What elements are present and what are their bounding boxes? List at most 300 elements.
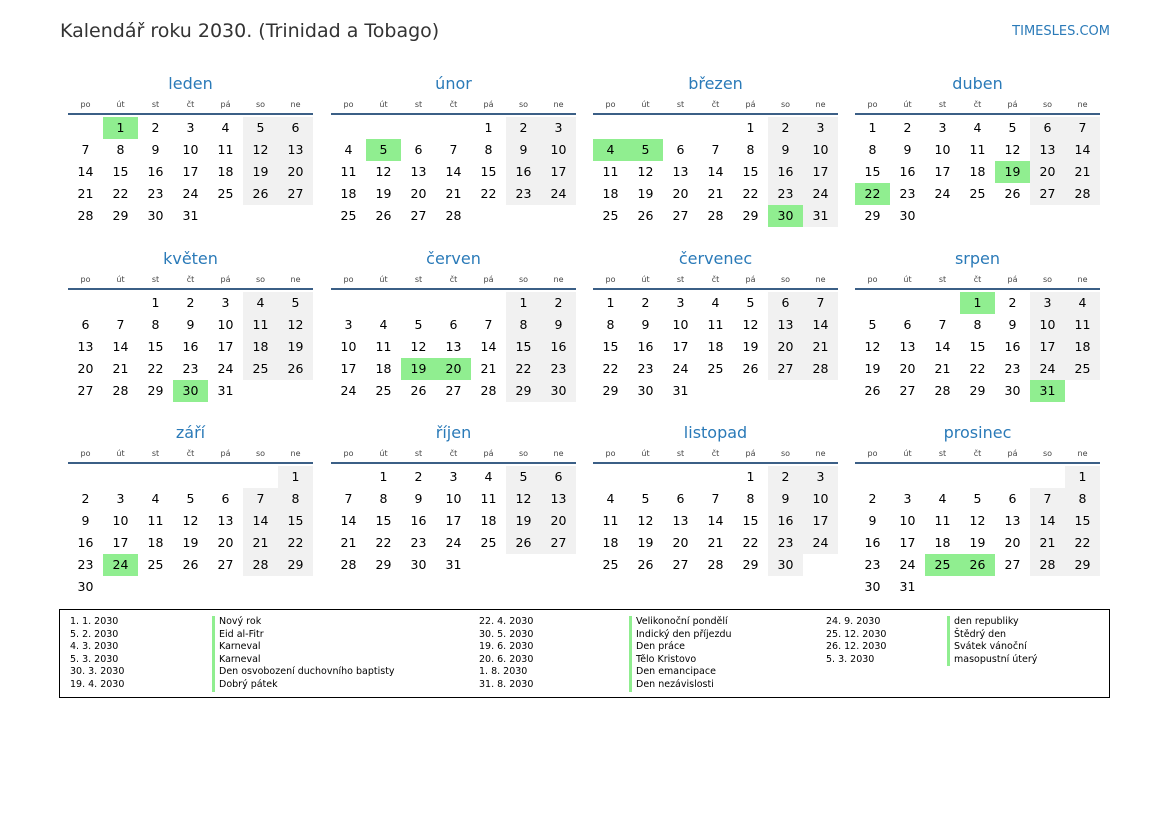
weekday-label: pá xyxy=(483,448,494,458)
weekday-label: čt xyxy=(186,274,195,284)
legend-date: 5. 2. 2030 xyxy=(70,628,119,640)
day-cell: 10 xyxy=(803,488,838,510)
month-11 xyxy=(593,422,838,576)
day-cell: 16 xyxy=(768,161,803,183)
day-cell: 21 xyxy=(77,186,94,201)
day-cell: 4 xyxy=(221,120,230,135)
empty-cell xyxy=(960,205,995,227)
week-row xyxy=(593,292,838,314)
day-cell: 29 xyxy=(969,383,986,398)
empty-cell xyxy=(698,466,733,488)
empty-cell xyxy=(471,292,506,314)
month-name: červen xyxy=(426,249,481,268)
day-cell: 20 xyxy=(77,361,94,376)
empty-cell xyxy=(1030,576,1065,598)
holiday-day: 19 xyxy=(995,161,1030,183)
legend-date: 1. 8. 2030 xyxy=(479,666,528,678)
weekday-label: út xyxy=(903,448,912,458)
day-cell: 17 xyxy=(112,535,129,550)
month-name: květen xyxy=(163,249,218,268)
day-cell: 16 xyxy=(864,535,881,550)
weekday-label: út xyxy=(379,274,388,284)
month-name: srpen xyxy=(954,249,1001,268)
day-cell: 25 xyxy=(1065,358,1100,380)
month-5 xyxy=(68,248,313,402)
empty-cell xyxy=(331,292,366,314)
empty-cell xyxy=(278,380,313,402)
week-row xyxy=(855,358,1100,380)
week-row xyxy=(68,139,313,161)
empty-cell xyxy=(925,292,960,314)
day-cell: 25 xyxy=(602,208,619,223)
day-cell: 28 xyxy=(480,383,497,398)
legend-date: 22. 4. 2030 xyxy=(479,616,534,627)
weekday-label: po xyxy=(867,274,878,284)
weekday-header xyxy=(855,444,1100,464)
day-cell: 12 xyxy=(182,513,199,528)
day-cell: 7 xyxy=(803,292,838,314)
day-cell: 18 xyxy=(217,164,234,179)
day-cell: 3 xyxy=(803,466,838,488)
weekday-label: st xyxy=(151,274,160,284)
week-row xyxy=(68,380,313,402)
day-cell: 23 xyxy=(1004,361,1021,376)
day-cell: 11 xyxy=(1065,314,1100,336)
weekday-label: pá xyxy=(220,448,231,458)
weekday-label: so xyxy=(518,448,529,458)
legend-date: 5. 3. 2030 xyxy=(826,653,875,665)
week-row xyxy=(331,532,576,554)
day-cell: 10 xyxy=(340,339,357,354)
legend-holiday-name: Dobrý pátek xyxy=(212,679,395,692)
weekday-label: pá xyxy=(1007,99,1018,109)
week-row xyxy=(68,117,313,139)
day-cell: 18 xyxy=(340,186,357,201)
week-row xyxy=(68,205,313,227)
day-cell: 2 xyxy=(541,292,576,314)
day-cell: 24 xyxy=(672,361,689,376)
empty-cell xyxy=(278,205,313,227)
day-cell: 21 xyxy=(1065,161,1100,183)
day-cell: 12 xyxy=(637,164,654,179)
week-row xyxy=(331,314,576,336)
holiday-day: 20 xyxy=(436,358,471,380)
month-name: leden xyxy=(168,74,213,93)
day-cell: 21 xyxy=(803,336,838,358)
week-row xyxy=(593,510,838,532)
day-cell: 28 xyxy=(243,554,278,576)
day-cell: 29 xyxy=(742,557,759,572)
weekday-label: út xyxy=(641,274,650,284)
day-cell: 4 xyxy=(711,295,720,310)
day-cell: 10 xyxy=(672,317,689,332)
day-cell: 20 xyxy=(1004,535,1021,550)
day-cell: 7 xyxy=(1065,117,1100,139)
week-row xyxy=(331,466,576,488)
holiday-day: 4 xyxy=(593,139,628,161)
day-cell: 10 xyxy=(182,142,199,157)
day-cell: 7 xyxy=(449,142,458,157)
month-name: září xyxy=(175,423,206,442)
weekday-label: út xyxy=(641,99,650,109)
month-name: březen xyxy=(688,74,743,93)
day-cell: 17 xyxy=(445,513,462,528)
legend-date: 1. 1. 2030 xyxy=(70,616,119,627)
day-cell: 17 xyxy=(803,510,838,532)
day-cell: 18 xyxy=(969,164,986,179)
day-cell: 3 xyxy=(676,295,685,310)
day-cell: 31 xyxy=(672,383,689,398)
weekday-label: so xyxy=(780,274,791,284)
day-cell: 20 xyxy=(410,186,427,201)
day-cell: 22 xyxy=(969,361,986,376)
week-row xyxy=(68,532,313,554)
weekday-label: ne xyxy=(1077,99,1088,109)
day-cell: 29 xyxy=(864,208,881,223)
day-cell: 14 xyxy=(112,339,129,354)
week-row xyxy=(855,380,1100,402)
day-cell: 8 xyxy=(484,142,493,157)
empty-cell xyxy=(68,117,103,139)
weekday-label: st xyxy=(938,274,947,284)
day-cell: 27 xyxy=(445,383,462,398)
day-cell: 18 xyxy=(243,336,278,358)
weekday-label: po xyxy=(343,274,354,284)
weekday-label: pá xyxy=(745,274,756,284)
weekday-label: ne xyxy=(815,448,826,458)
holiday-day: 1 xyxy=(103,117,138,139)
day-cell: 12 xyxy=(864,339,881,354)
day-cell: 6 xyxy=(449,317,458,332)
week-row xyxy=(855,161,1100,183)
day-cell: 11 xyxy=(969,142,986,157)
day-cell: 28 xyxy=(707,208,724,223)
day-cell: 27 xyxy=(899,383,916,398)
month-name: říjen xyxy=(435,423,472,442)
week-row xyxy=(593,554,838,576)
day-cell: 2 xyxy=(868,491,877,506)
weekday-label: st xyxy=(414,448,423,458)
day-cell: 30 xyxy=(147,208,164,223)
day-cell: 1 xyxy=(746,120,755,135)
weekday-header xyxy=(593,444,838,464)
empty-cell xyxy=(331,466,366,488)
weekday-label: ne xyxy=(290,99,301,109)
day-cell: 1 xyxy=(606,295,615,310)
day-cell: 3 xyxy=(903,491,912,506)
weekday-label: čt xyxy=(973,448,982,458)
weekday-label: st xyxy=(676,448,685,458)
weekday-header xyxy=(331,95,576,115)
week-row xyxy=(68,488,313,510)
day-cell: 29 xyxy=(602,383,619,398)
day-cell: 27 xyxy=(541,532,576,554)
day-cell: 20 xyxy=(278,161,313,183)
day-cell: 26 xyxy=(1004,186,1021,201)
day-cell: 21 xyxy=(112,361,129,376)
day-cell: 26 xyxy=(410,383,427,398)
day-cell: 29 xyxy=(1065,554,1100,576)
day-cell: 10 xyxy=(1030,314,1065,336)
day-cell: 2 xyxy=(81,491,90,506)
empty-cell xyxy=(506,554,541,576)
holiday-legend xyxy=(59,609,1110,698)
day-cell: 25 xyxy=(340,208,357,223)
day-cell: 27 xyxy=(672,208,689,223)
week-row xyxy=(593,380,838,402)
weekday-header xyxy=(593,270,838,290)
week-row xyxy=(331,358,576,380)
weekday-label: so xyxy=(1042,448,1053,458)
day-cell: 16 xyxy=(182,339,199,354)
day-cell: 14 xyxy=(707,513,724,528)
day-cell: 17 xyxy=(217,339,234,354)
day-cell: 11 xyxy=(217,142,234,157)
legend-date: 24. 9. 2030 xyxy=(826,616,881,627)
weekday-label: so xyxy=(1042,274,1053,284)
day-cell: 19 xyxy=(182,535,199,550)
weekday-label: po xyxy=(80,99,91,109)
week-row xyxy=(855,205,1100,227)
weekday-label: st xyxy=(676,274,685,284)
day-cell: 14 xyxy=(934,339,951,354)
empty-cell xyxy=(925,576,960,598)
day-cell: 19 xyxy=(506,510,541,532)
empty-cell xyxy=(855,292,890,314)
weekday-label: ne xyxy=(815,274,826,284)
day-cell: 9 xyxy=(414,491,423,506)
day-cell: 25 xyxy=(217,186,234,201)
day-cell: 9 xyxy=(506,139,541,161)
day-cell: 5 xyxy=(278,292,313,314)
day-cell: 24 xyxy=(541,183,576,205)
weekday-label: ne xyxy=(553,274,564,284)
holiday-day: 5 xyxy=(366,139,401,161)
weekday-header xyxy=(68,95,313,115)
month-name: listopad xyxy=(683,423,748,442)
weekday-label: út xyxy=(379,448,388,458)
day-cell: 17 xyxy=(1030,336,1065,358)
day-cell: 8 xyxy=(868,142,877,157)
weekday-label: čt xyxy=(973,274,982,284)
day-cell: 25 xyxy=(707,361,724,376)
day-cell: 17 xyxy=(899,535,916,550)
holiday-day: 31 xyxy=(1030,380,1065,402)
legend-holiday-name: Velikonoční pondělí xyxy=(629,616,732,629)
day-cell: 24 xyxy=(217,361,234,376)
day-cell: 13 xyxy=(445,339,462,354)
day-cell: 10 xyxy=(112,513,129,528)
legend-date: 31. 8. 2030 xyxy=(479,678,534,690)
empty-cell xyxy=(628,117,663,139)
weekday-label: pá xyxy=(1007,448,1018,458)
weekday-label: út xyxy=(116,274,125,284)
empty-cell xyxy=(541,554,576,576)
empty-cell xyxy=(1065,205,1100,227)
legend-holiday-name: Den osvobození duchovního baptisty xyxy=(212,666,395,679)
day-cell: 1 xyxy=(484,120,493,135)
day-cell: 2 xyxy=(151,120,160,135)
week-row xyxy=(68,161,313,183)
weekday-label: st xyxy=(151,448,160,458)
day-cell: 27 xyxy=(77,383,94,398)
weekday-label: ne xyxy=(290,274,301,284)
day-cell: 28 xyxy=(112,383,129,398)
day-cell: 30 xyxy=(864,579,881,594)
empty-cell xyxy=(138,466,173,488)
day-cell: 10 xyxy=(445,491,462,506)
day-cell: 1 xyxy=(868,120,877,135)
day-cell: 22 xyxy=(742,186,759,201)
day-cell: 18 xyxy=(602,535,619,550)
day-cell: 28 xyxy=(707,557,724,572)
day-cell: 3 xyxy=(938,120,947,135)
weekday-label: so xyxy=(518,99,529,109)
weekday-label: út xyxy=(903,99,912,109)
week-row xyxy=(68,554,313,576)
legend-date: 25. 12. 2030 xyxy=(826,628,887,640)
weekday-label: po xyxy=(867,99,878,109)
day-cell: 28 xyxy=(803,358,838,380)
weekday-label: ne xyxy=(1077,448,1088,458)
day-cell: 5 xyxy=(243,117,278,139)
day-cell: 23 xyxy=(864,557,881,572)
day-cell: 25 xyxy=(602,557,619,572)
day-cell: 24 xyxy=(182,186,199,201)
day-cell: 16 xyxy=(506,161,541,183)
day-cell: 2 xyxy=(1008,295,1017,310)
day-cell: 30 xyxy=(1004,383,1021,398)
weekday-label: po xyxy=(605,274,616,284)
week-row xyxy=(68,314,313,336)
weekday-label: st xyxy=(938,448,947,458)
empty-cell xyxy=(698,117,733,139)
week-row xyxy=(68,292,313,314)
day-cell: 14 xyxy=(480,339,497,354)
site-link[interactable]: TIMESLES.COM xyxy=(1012,24,1110,39)
day-cell: 23 xyxy=(410,535,427,550)
month-6 xyxy=(331,248,576,402)
empty-cell xyxy=(803,554,838,576)
week-row xyxy=(593,488,838,510)
day-cell: 5 xyxy=(186,491,195,506)
empty-cell xyxy=(733,380,768,402)
empty-cell xyxy=(138,576,173,598)
day-cell: 12 xyxy=(243,139,278,161)
day-cell: 12 xyxy=(375,164,392,179)
week-row xyxy=(68,576,313,598)
empty-cell xyxy=(103,292,138,314)
day-cell: 2 xyxy=(903,120,912,135)
day-cell: 9 xyxy=(641,317,650,332)
day-cell: 22 xyxy=(602,361,619,376)
empty-cell xyxy=(506,205,541,227)
day-cell: 19 xyxy=(742,339,759,354)
day-cell: 30 xyxy=(541,380,576,402)
weekday-label: st xyxy=(676,99,685,109)
weekday-label: čt xyxy=(449,274,458,284)
legend-names xyxy=(629,616,732,692)
day-cell: 17 xyxy=(934,164,951,179)
day-cell: 13 xyxy=(672,164,689,179)
day-cell: 3 xyxy=(116,491,125,506)
empty-cell xyxy=(471,205,506,227)
day-cell: 19 xyxy=(864,361,881,376)
empty-cell xyxy=(436,292,471,314)
weekday-header xyxy=(68,270,313,290)
day-cell: 15 xyxy=(969,339,986,354)
empty-cell xyxy=(925,466,960,488)
week-row xyxy=(331,205,576,227)
day-cell: 9 xyxy=(768,488,803,510)
day-cell: 26 xyxy=(278,358,313,380)
day-cell: 4 xyxy=(484,469,493,484)
day-cell: 23 xyxy=(77,557,94,572)
day-cell: 26 xyxy=(506,532,541,554)
day-cell: 18 xyxy=(375,361,392,376)
day-cell: 16 xyxy=(1004,339,1021,354)
day-cell: 13 xyxy=(768,314,803,336)
day-cell: 13 xyxy=(278,139,313,161)
day-cell: 29 xyxy=(112,208,129,223)
week-row xyxy=(331,510,576,532)
weekday-label: po xyxy=(867,448,878,458)
day-cell: 14 xyxy=(340,513,357,528)
day-cell: 6 xyxy=(81,317,90,332)
day-cell: 29 xyxy=(742,208,759,223)
month-1 xyxy=(68,73,313,227)
day-cell: 31 xyxy=(803,205,838,227)
day-cell: 23 xyxy=(182,361,199,376)
day-cell: 30 xyxy=(410,557,427,572)
day-cell: 31 xyxy=(182,208,199,223)
weekday-label: po xyxy=(343,448,354,458)
weekday-label: čt xyxy=(711,448,720,458)
day-cell: 21 xyxy=(480,361,497,376)
day-cell: 25 xyxy=(243,358,278,380)
day-cell: 16 xyxy=(147,164,164,179)
day-cell: 20 xyxy=(672,535,689,550)
day-cell: 22 xyxy=(375,535,392,550)
day-cell: 20 xyxy=(217,535,234,550)
month-name: únor xyxy=(435,74,472,93)
day-cell: 19 xyxy=(637,186,654,201)
day-cell: 6 xyxy=(541,466,576,488)
legend-holiday-name: Tělo Kristovo xyxy=(629,654,732,667)
day-cell: 7 xyxy=(711,142,720,157)
week-row xyxy=(68,358,313,380)
day-cell: 16 xyxy=(541,336,576,358)
legend-date: 19. 4. 2030 xyxy=(70,678,125,690)
weekday-label: čt xyxy=(973,99,982,109)
day-cell: 11 xyxy=(602,513,619,528)
month-3 xyxy=(593,73,838,227)
day-cell: 29 xyxy=(375,557,392,572)
day-cell: 6 xyxy=(221,491,230,506)
day-cell: 24 xyxy=(445,535,462,550)
day-cell: 10 xyxy=(899,513,916,528)
weekday-label: čt xyxy=(186,99,195,109)
day-cell: 9 xyxy=(81,513,90,528)
day-cell: 27 xyxy=(672,557,689,572)
weekday-label: čt xyxy=(711,99,720,109)
empty-cell xyxy=(890,292,925,314)
day-cell: 7 xyxy=(1030,488,1065,510)
weekday-label: st xyxy=(151,99,160,109)
day-cell: 14 xyxy=(1065,139,1100,161)
empty-cell xyxy=(208,576,243,598)
day-cell: 16 xyxy=(77,535,94,550)
